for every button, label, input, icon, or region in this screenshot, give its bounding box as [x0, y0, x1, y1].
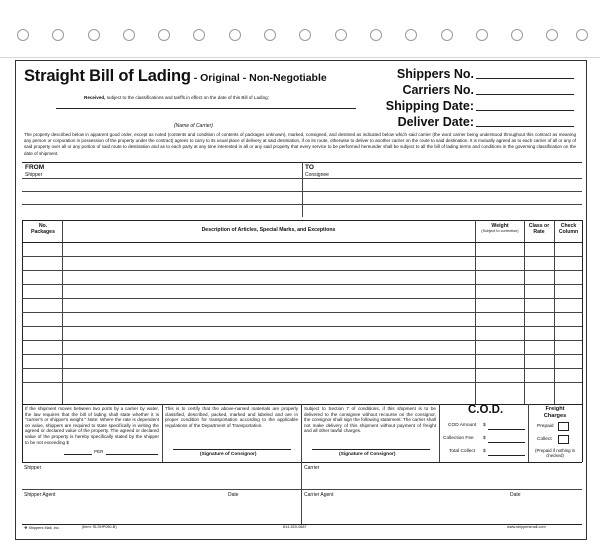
table-row[interactable]	[22, 298, 582, 299]
punch-hole	[158, 29, 170, 41]
punch-hole	[17, 29, 29, 41]
prepaid-checkbox[interactable]	[558, 422, 569, 431]
punch-hole	[193, 29, 205, 41]
section-7-text: Subject to Section 7 of conditions, if this shipment is to be delivered to the consignee without recourse on the consignor, the consignor shall sign the following statement: The carrier shall not make delivery of this shipment without payment of freight and all other lawful charges.	[304, 406, 436, 434]
currency-sign: $	[483, 436, 486, 441]
punch-hole	[511, 29, 523, 41]
to-label: TO	[305, 164, 314, 171]
per-label: PER	[94, 449, 104, 454]
shipper-agent-label: Shipper Agent	[24, 492, 56, 498]
form-title: Straight Bill of Lading - Original - Non-Negotiable	[24, 67, 327, 85]
consignor-signature-line[interactable]	[173, 449, 291, 450]
address-line[interactable]	[22, 191, 582, 192]
address-line[interactable]	[22, 178, 582, 179]
carrier-name-line[interactable]	[56, 108, 356, 109]
col-header-class: Class or Rate	[528, 223, 550, 236]
col-subheader-weight: (Subject to correction)	[481, 229, 519, 234]
certification-text: This is to certify that the above-named materials are properly classified, described, packed, marked and labeled and are in proper condition for transportation according to the applicable regulations of the Department of Transportation.	[165, 406, 298, 428]
perforated-edge	[0, 0, 600, 58]
carrier-name-label: (Name of Carrier)	[174, 123, 213, 129]
punch-hole	[370, 29, 382, 41]
form-subtitle: - Original - Non-Negotiable	[190, 72, 327, 84]
table-right-border	[582, 220, 583, 404]
consignor-signature-label: (Signature of Consignor)	[339, 452, 396, 457]
col-header-packages: No. Packages	[31, 223, 55, 236]
field-label: Shippers No.	[396, 67, 474, 81]
total-collect-input[interactable]	[488, 455, 525, 456]
punch-hole	[546, 29, 558, 41]
shippers-no-field[interactable]	[397, 67, 574, 81]
received-statement: Received, subject to the classifications and tariffs in effect on the date of this Bill of Lading:	[84, 95, 269, 100]
currency-sign: $	[483, 449, 486, 454]
signature-divider	[301, 462, 302, 524]
punch-hole	[229, 29, 241, 41]
item-number: (Item: SLSHP050-B)	[82, 525, 117, 529]
field-input-line[interactable]	[476, 110, 574, 111]
col-header-check: Check Column	[558, 223, 579, 236]
phone-number: 814-520-0687	[283, 525, 307, 529]
consignor-signature-label: (Signature of Consignor)	[200, 452, 257, 457]
terms-paragraph: The property described below in apparent good order, except as noted (contents and condition of contents of packages unknown), marked, consigned, and destined as indicated below which said carrier (the word carrier being understood throughout this contract as meaning any person or corporation in possession of the property under the contract) agrees to carry to its usual place of delivery at said destination, if on its route, otherwise to deliver to another carrier on the route to said destination. It is mutually agreed as to each carrier of all or any of said property over all or any portion of said route to destination and as to each party at any time interested in all or any said property that every service to be performed hereunder shall be subject to all the bill of lading terms and conditions in the governing classification on the date of shipment.	[24, 132, 576, 156]
field-input-line[interactable]	[476, 126, 574, 127]
block-divider	[301, 404, 302, 462]
cod-amount-input[interactable]	[488, 429, 525, 430]
collect-label: Collect	[537, 437, 552, 442]
freight-note: (Prepaid if nothing is checked)	[534, 448, 576, 459]
website: www.shippersmall.com	[507, 525, 546, 529]
field-label: Carriers No.	[402, 83, 474, 97]
table-row[interactable]	[22, 368, 582, 369]
punch-hole	[264, 29, 276, 41]
total-collect-label: Total Collect	[449, 449, 476, 454]
field-label: Deliver Date:	[397, 115, 474, 129]
signature-line[interactable]	[22, 489, 582, 490]
cod-amount-label: COD Amount	[448, 423, 477, 428]
punch-hole	[576, 29, 588, 41]
block-divider	[439, 404, 440, 462]
table-row[interactable]	[22, 284, 582, 285]
block-divider	[162, 404, 163, 462]
table-header-bottom	[22, 242, 582, 243]
shipper-signature-label: Shipper	[24, 465, 42, 471]
punch-hole	[405, 29, 417, 41]
table-row[interactable]	[22, 354, 582, 355]
punch-hole	[88, 29, 100, 41]
col-header-weight: Weight (Subject to correction)	[477, 223, 523, 234]
table-row[interactable]	[22, 326, 582, 327]
consignee-label: Consignee	[305, 172, 329, 178]
field-label: Shipping Date:	[385, 99, 474, 113]
punch-hole	[335, 29, 347, 41]
col-header-description: Description of Articles, Special Marks, and Exceptions	[201, 227, 336, 233]
carriers-no-field[interactable]	[402, 83, 574, 97]
cod-title: C.O.D.	[468, 404, 504, 416]
shipper-label: Shipper	[25, 172, 43, 178]
carrier-date-label: Date	[510, 492, 521, 498]
block-right-border	[582, 404, 583, 462]
table-row[interactable]	[22, 382, 582, 383]
table-row[interactable]	[22, 312, 582, 313]
block-divider	[528, 404, 529, 462]
currency-sign: $	[483, 423, 486, 428]
carrier-agent-label: Carrier Agent	[304, 492, 334, 498]
consignor-signature-line[interactable]	[312, 449, 430, 450]
per-line[interactable]	[106, 454, 158, 455]
table-row[interactable]	[22, 340, 582, 341]
shipper-date-label: Date	[228, 492, 239, 498]
declared-value-line[interactable]	[64, 454, 92, 455]
table-row[interactable]	[22, 256, 582, 257]
declared-value-text: If the shipment moves between two ports by a carrier by water, the law requires that the bill of lading shall state whether it is "carrier's or shipper's weight." Note: Where the rate is dependent on value, shippers are required to state specifically in writing the agreed or declared value of the property. The agreed or declared value of the property is hereby specifically stated by the shipper to be not exceeding $	[25, 406, 159, 445]
punch-hole	[52, 29, 64, 41]
punch-hole	[123, 29, 135, 41]
collection-fee-input[interactable]	[488, 442, 525, 443]
field-input-line[interactable]	[476, 94, 574, 95]
block-bottom-border	[22, 462, 582, 463]
field-input-line[interactable]	[476, 78, 574, 79]
from-label: FROM	[25, 164, 45, 171]
bill-of-lading-form	[15, 60, 587, 540]
table-top-border	[22, 220, 582, 221]
block-left-border	[22, 404, 23, 462]
carrier-signature-label: Carrier	[304, 465, 320, 471]
prepaid-label: Prepaid	[537, 424, 554, 429]
divider	[302, 162, 303, 217]
collect-checkbox[interactable]	[558, 435, 569, 444]
freight-charges-title: Freight Charges	[543, 406, 567, 419]
table-row[interactable]	[22, 270, 582, 271]
deliver-date-field[interactable]	[398, 115, 574, 129]
collection-fee-label: Collection Fee	[443, 436, 474, 441]
address-line[interactable]	[22, 204, 582, 205]
punch-hole	[476, 29, 488, 41]
punch-hole	[441, 29, 453, 41]
company-name: ❖ Shippers Mall, Inc.	[24, 526, 60, 530]
shipping-date-field[interactable]	[386, 99, 574, 113]
punch-hole	[299, 29, 311, 41]
